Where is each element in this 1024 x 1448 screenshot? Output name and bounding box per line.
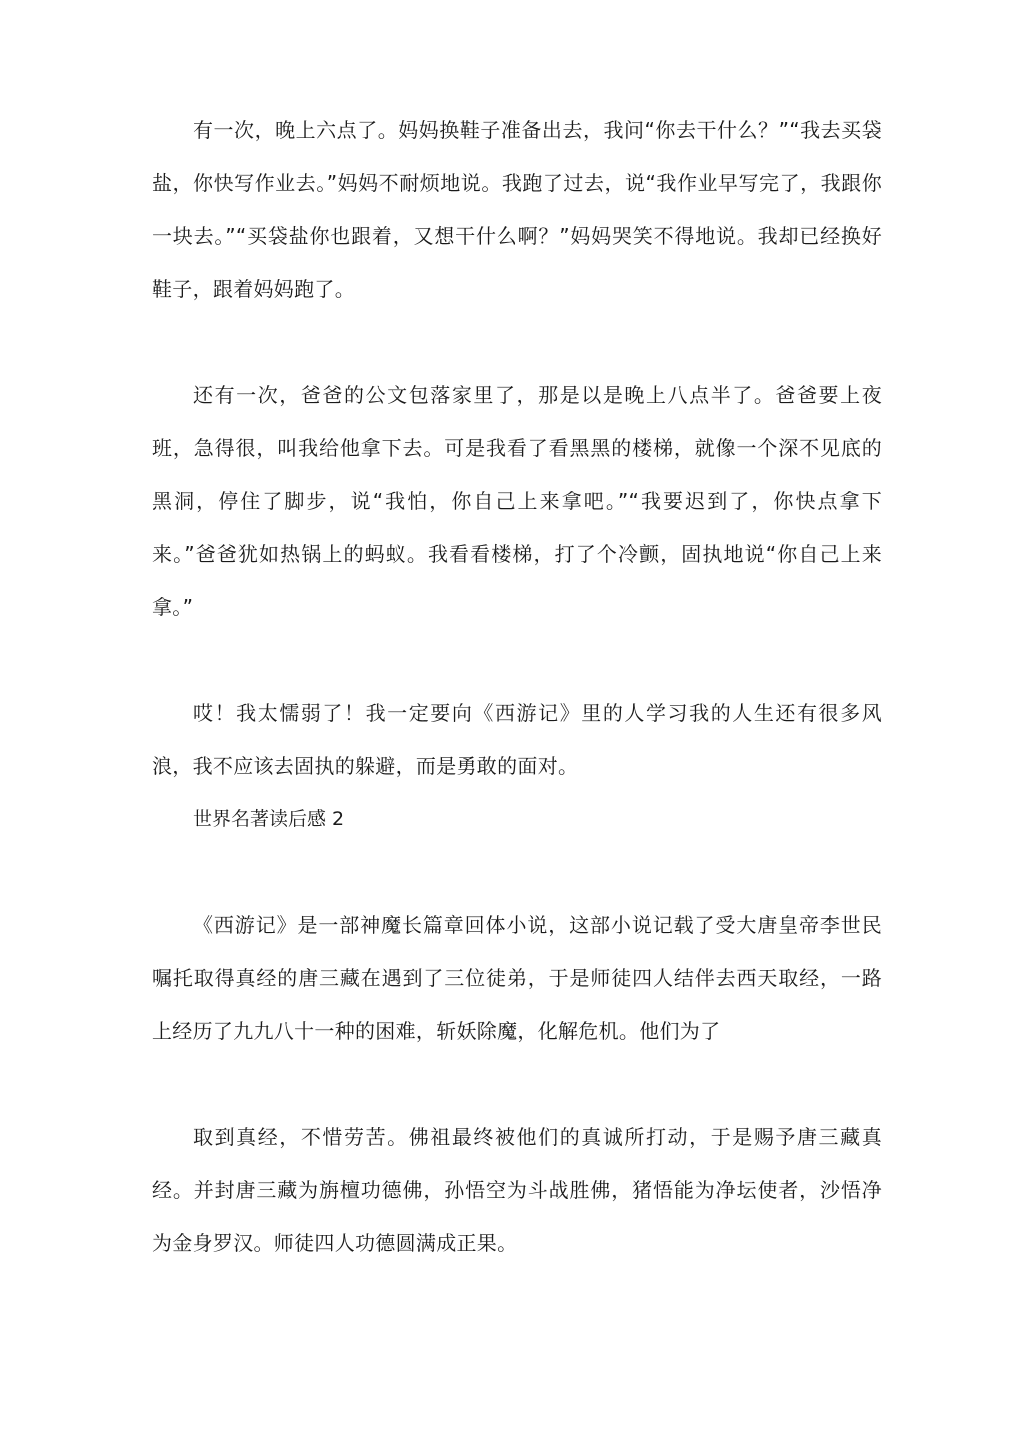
paragraph-journey-ending: 取到真经，不惜劳苦。佛祖最终被他们的真诚所打动，于是赐予唐三藏真经。并封唐三藏为旃檀功德佛，孙悟空为斗战胜佛，猪悟能为净坛使者，沙悟净为金身罗汉。师徒四人功德圆满成正果。 xyxy=(152,1125,882,1255)
paragraph-buying-salt: 有一次，晚上六点了。妈妈换鞋子准备出去，我问“你去干什么？”“我去买袋盐，你快写作业去。”妈妈不耐烦地说。我跑了过去，说“我作业早写完了，我跟你一块去。”“买袋盐你也跟着，又想干什么啊？”妈妈哭笑不得地说。我却已经换好鞋子，跟着妈妈跑了。 xyxy=(152,118,882,301)
paragraph-dark-stairs: 还有一次，爸爸的公文包落家里了，那是以是晚上八点半了。爸爸要上夜班，急得很，叫我给他拿下去。可是我看了看黑黑的楼梯，就像一个深不见底的黑洞，停住了脚步，说“我怕，你自己上来拿吧。”“我要迟到了，你快点拿下来。”爸爸犹如热锅上的蚂蚁。我看看楼梯，打了个冷颤，固执地说“你自己上来拿。” xyxy=(152,383,882,619)
section-heading: 世界名著读后感 2 xyxy=(193,808,345,830)
document-page xyxy=(152,104,882,1270)
paragraph-journey-summary: 《西游记》是一部神魔长篇章回体小说，这部小说记载了受大唐皇帝李世民嘱托取得真经的唐三藏在遇到了三位徒弟，于是师徒四人结伴去西天取经，一路上经历了九九八十一种的困难，斩妖除魔，化解危机。他们为了 xyxy=(152,913,882,1043)
paragraph-reflection: 哎！我太懦弱了！我一定要向《西游记》里的人学习我的人生还有很多风浪，我不应该去固执的躲避，而是勇敢的面对。 xyxy=(152,701,882,778)
